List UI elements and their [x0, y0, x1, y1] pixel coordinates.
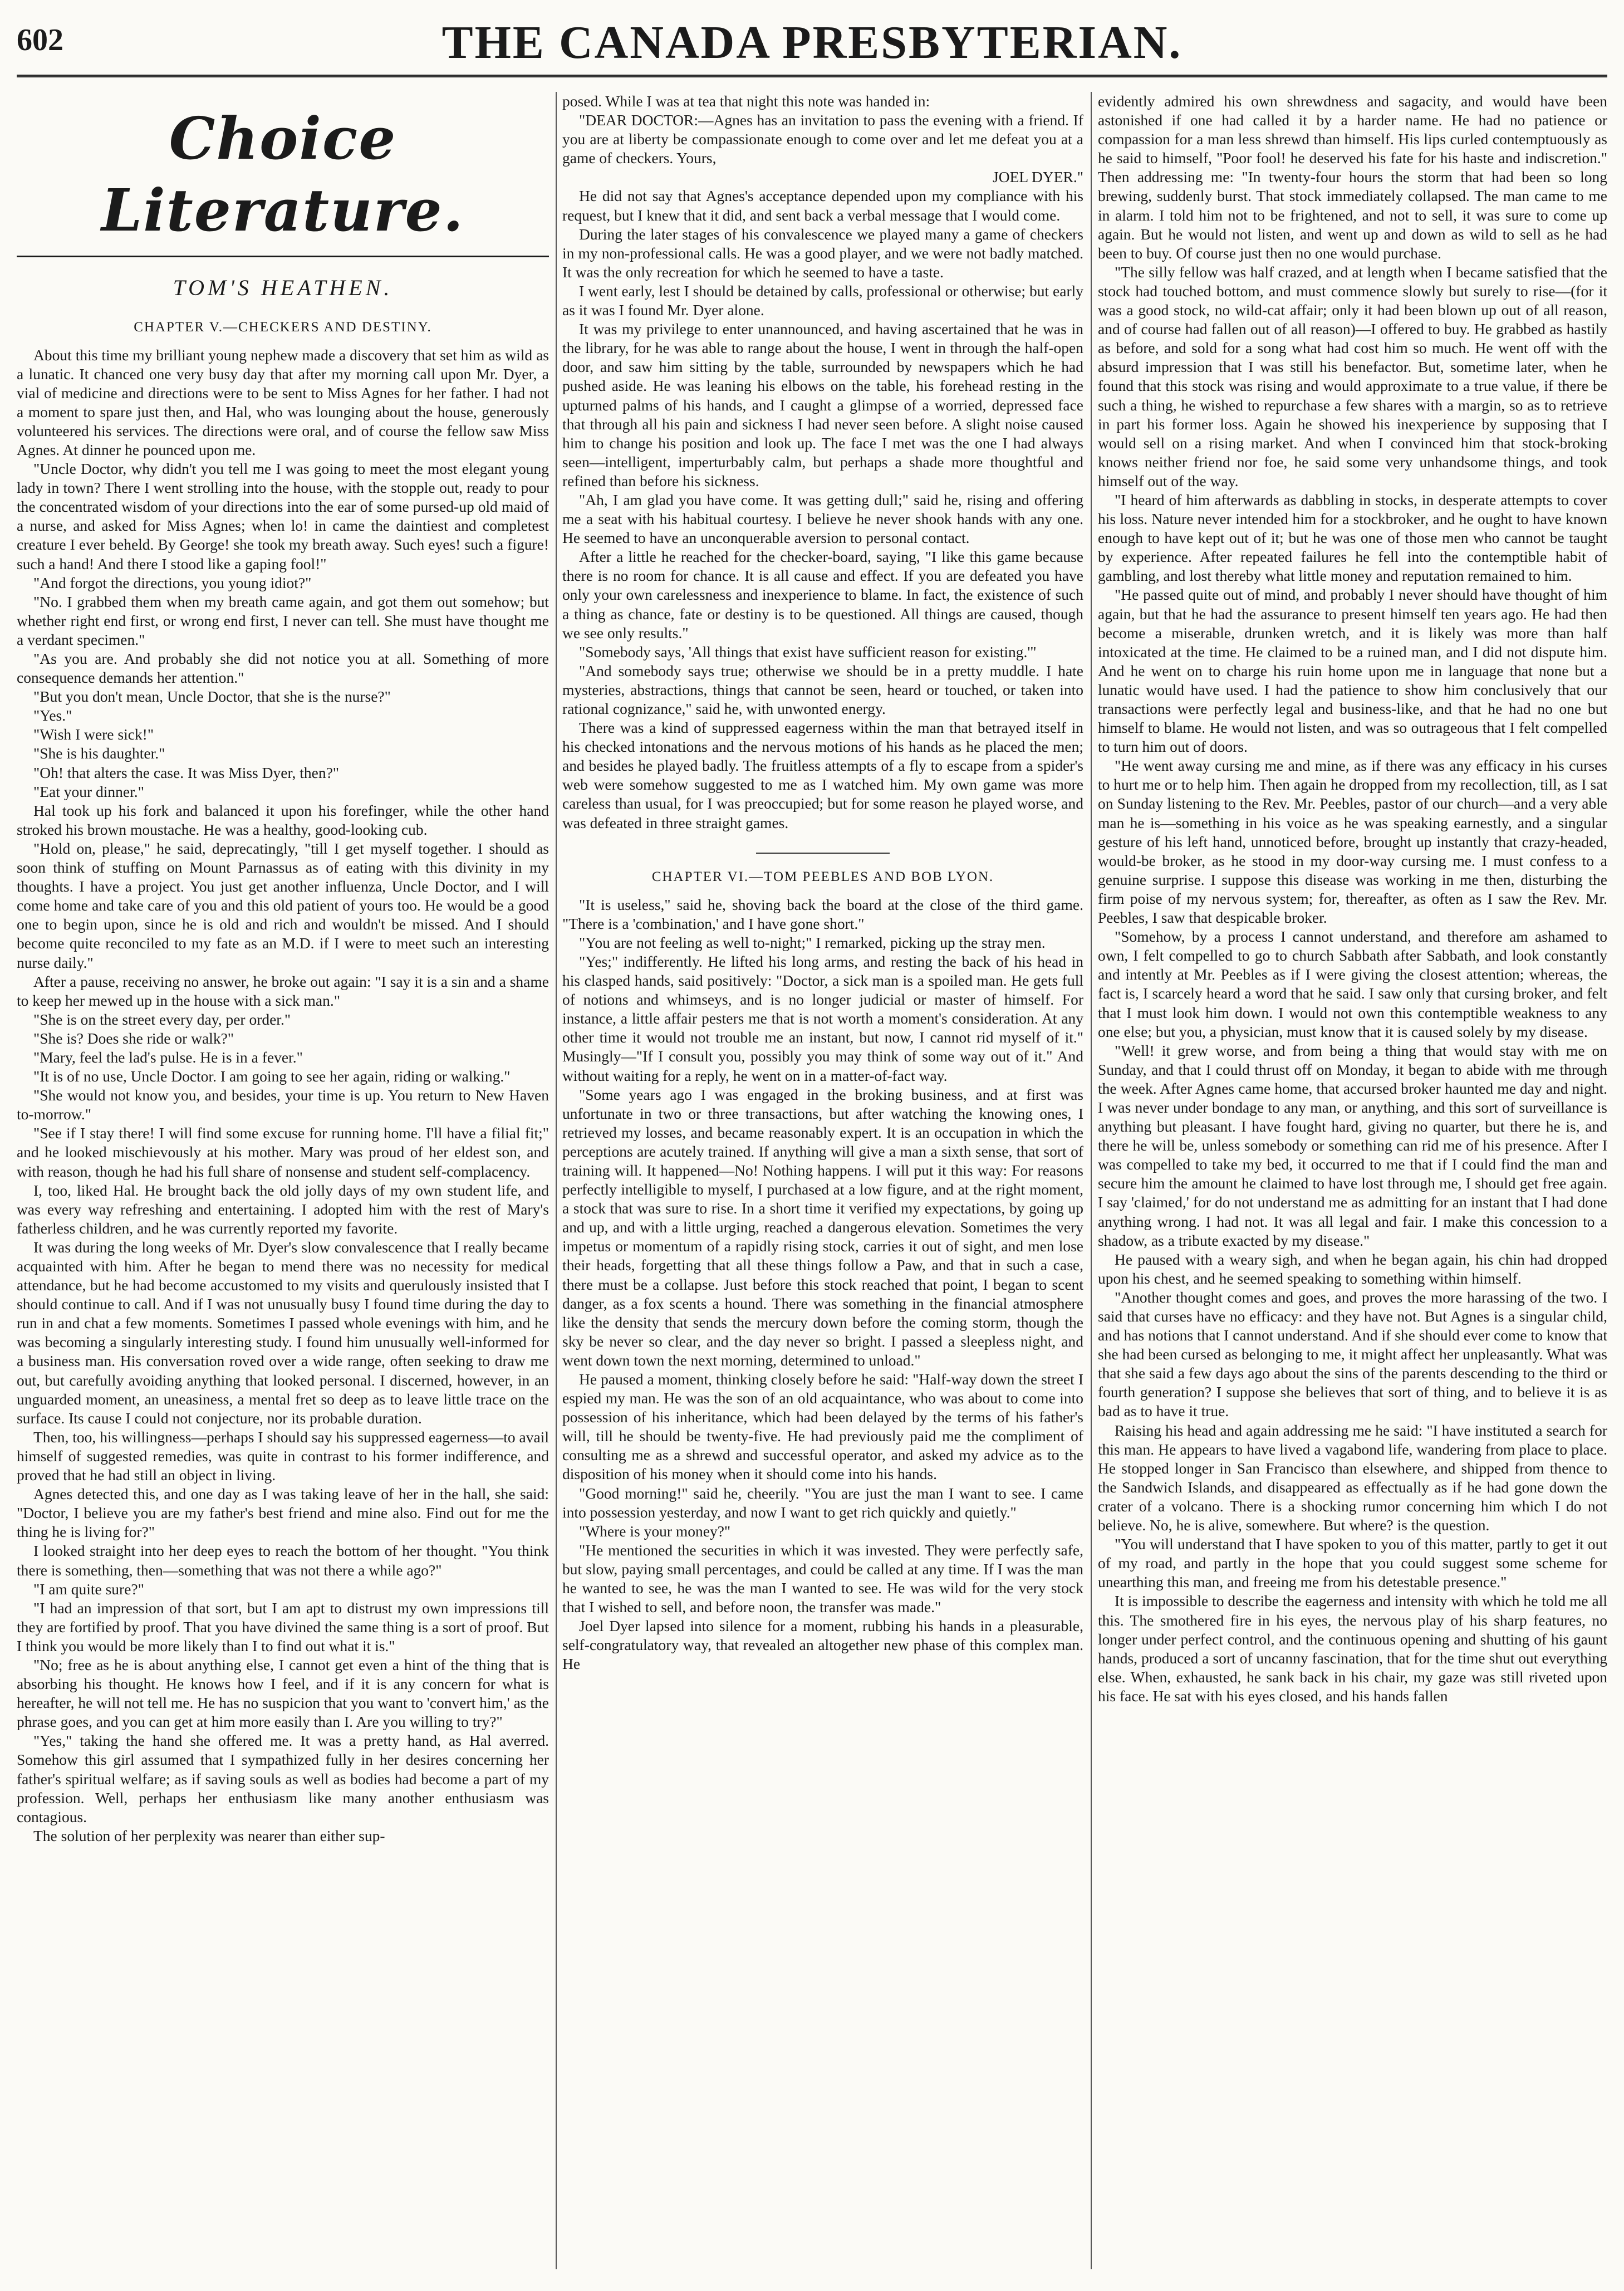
paragraph: evidently admired his own shrewdness and sagacity, and would have been astonished if one had called it by a harder name. He had no patience or compassion for a man less shrewd than himself. His lips curled contemptuously as he said to himself, "Poor fool! he deserved his fate for his haste and indiscretion." Then addressing me: "In twenty-four hours the storm that had been so long brewing, suddenly burst. That stock immediately collapsed. The man came to me in alarm. I told him not to be frightened, and not to sell, it was sure to come up again. But he would not listen, and went up and down as wild to sell as he had been to buy. Of course just then no one would purchase. — [1098, 92, 1607, 262]
paragraph: Then, too, his willingness—perhaps I should say his suppressed eagerness—to avail himself of suggested remedies, was quite in contrast to his former indifference, and proved that he had still an object in living. — [17, 1428, 549, 1484]
paragraph: "Somebody says, 'All things that exist have sufficient reason for existing.'" — [579, 643, 1037, 660]
paragraph: "She would not know you, and besides, your time is up. You return to New Haven to-morrow." — [17, 1086, 549, 1123]
paragraph: "Yes." — [33, 707, 72, 724]
paragraph: "It is of no use, Uncle Doctor. I am going to see her again, riding or walking." — [33, 1068, 511, 1085]
chapter-divider — [756, 853, 890, 854]
paragraph: "Where is your money?" — [579, 1522, 731, 1540]
paragraph: "As you are. And probably she did not notice you at all. Something of more consequence demands her attention." — [17, 650, 549, 687]
column-rule — [556, 92, 557, 2269]
chapter-body — [1098, 92, 1607, 1706]
paragraph: "Hold on, please," he said, deprecatingly, "till I get myself together. I should as soon think of stuffing on Mount Parnassus as of eating with this divinity in my thoughts. I have a project. You just get another influenza, Uncle Doctor, and I will come home and take care of you and this old patient of yours too. He would be a good one to begin upon, since he is old and rich and wouldn't be missed. And I should become quite reconciled to my fate as an M.D. if I were to meet such an interesting nurse daily." — [17, 839, 549, 971]
column-1 — [17, 92, 549, 2272]
paragraph: "It is useless," said he, shoving back the board at the close of the third game. "There is a 'combination,' and I have gone short." — [562, 895, 1083, 932]
paragraph: "Good morning!" said he, cheerily. "You are just the man I want to see. I came into possession yesterday, and now I want to get rich quickly and quietly." — [562, 1484, 1083, 1521]
paragraph: "She is his daughter." — [33, 745, 165, 762]
chapter-body — [562, 187, 1083, 832]
column-3 — [1098, 92, 1607, 2272]
paragraph: "But you don't mean, Uncle Doctor, that she is the nurse?" — [33, 688, 391, 706]
page-number: 602 — [17, 23, 63, 57]
paragraph: "You will understand that I have spoken to you of this matter, partly to get it out of my road, and partly in the hope that you could suggest some scheme for unearthing this man, and freeing me from his detestable presence." — [1098, 1535, 1607, 1591]
paragraph: "Ah, I am glad you have come. It was getting dull;" said he, rising and offering me a seat with his habitual courtesy. I believe he never shook hands with any one. He seemed to have an unconquerable aversion to personal contact. — [562, 491, 1083, 547]
chapter-body — [17, 346, 549, 1845]
paragraph: I, too, liked Hal. He brought back the old jolly days of my own student life, and was every way refreshing and entertaining. I adopted him with the rest of Mary's fatherless children, and he was currently reported my favorite. — [17, 1181, 549, 1237]
paragraph: There was a kind of suppressed eagerness within the man that betrayed itself in his checked intonations and the nervous motions of his hands as he placed the men; and besides he played badly. The fruitless attempts of a fly to escape from a spider's web were somehow suggested to me as I watched him. My own game was more careless than usual, for I was preoccupied; but for some reason he played worse, and was defeated in three straight games. — [562, 719, 1083, 831]
paragraph: "See if I stay there! I will find some excuse for running home. I'll have a filial fit;" and he looked mischievously at his mother. Mary was proud of her eldest son, and with reason, though he had his full share of nonsense and student self-complacency. — [17, 1124, 549, 1180]
paragraph: He did not say that Agnes's acceptance depended upon my compliance with his request, but I knew that it did, and sent back a verbal message that I would come. — [562, 187, 1083, 224]
paragraph: It was my privilege to enter unannounced, and having ascertained that he was in the library, for he was able to range about the house, I went in through the half-open door, and saw him sitting by the table, surrounded by newspapers which he had pushed aside. He was leaning his elbows on the table, his forehead resting in the upturned palms of his hands, and I caught a glimpse of a worried, depressed face that through all his pain and sickness I had never seen before. A slight noise caused him to change his position and look up. The face I met was the one I had always seen—intelligent, imperturbably calm, but perhaps a shade more thoughtful and refined than before his sickness. — [562, 320, 1083, 489]
chapter-body — [562, 895, 1083, 1674]
paragraph: He paused a moment, thinking closely before he said: "Half-way down the street I espied my man. He was the son of an old acquaintance, who was about to come into possession of his inheritance, which had been delayed by the terms of his father's will, till he should be twenty-five. He had previously paid me the compliment of consulting me as a shrewd and successful operator, and asked my advice as to the disposition of his money when it should come into his hands. — [562, 1370, 1083, 1483]
paragraph: After a pause, receiving no answer, he broke out again: "I say it is a sin and a shame to keep her mewed up in the house with a sick man." — [17, 972, 549, 1009]
paragraph: "Some years ago I was engaged in the broking business, and at first was unfortunate in two or three transactions, but after watching the knowing ones, I retrieved my losses, and became reasonably expert. It is an occupation in which the perceptions are acutely trained. If anything will give a man a sixth sense, that sort of training will. It happened—No! Nothing happens. I will put it this way: For reasons perfectly intelligible to myself, I purchased at a low figure, and at the right moment, a stock that was sure to rise. In a short time it verified my expectations, by going up and up, and with a little urging, reached a dangerous elevation. Sometimes the very impetus or momentum of a rapidly rising stock, carries it out of sight, and men lose their heads, forgetting that all these things follow a Paw, and that in such a case, there must be a collapse. Just before this stock reached that point, I began to scent danger, as a fox scents a hound. There was something in the financial atmosphere like the density that sends the mercury down before the coming storm, though the sky be never so clear, and the day never so bright. I passed a sleepless night, and went down town the next morning, determined to unload." — [562, 1085, 1083, 1369]
paragraph: "I had an impression of that sort, but I am apt to distrust my own impressions till they are fortified by proof. That you have divined the same thing is a sort of proof. But I think you would be more likely than I to find out what it is." — [17, 1599, 549, 1654]
chapter-body — [562, 92, 1083, 168]
story-title: TOM'S HEATHEN. — [173, 275, 393, 300]
paragraph: "I heard of him afterwards as dabbling in stocks, in desperate attempts to cover his loss. Nature never intended him for a stockbroker, and he ought to have known enough to have kept out of it; but he was one of those men who cannot be taught by experience. After repeated failures he fell into the contemptible habit of gambling, and lost thereby what little money and reputation remained to him. — [1098, 491, 1607, 585]
paragraph: "Oh! that alters the case. It was Miss Dyer, then?" — [33, 763, 340, 781]
paragraph: "Somehow, by a process I cannot understand, and therefore am ashamed to own, I felt compelled to go to church Sabbath after Sabbath, and look constantly and intently at Mr. Peebles as if I were giving the closest attention; whereas, the fact is, I scarcely heard a word that he said. I saw only that cursing broker, and felt that I must look him down. I would not own this contemptible weakness to any one else; but you, a physician, must know that it is caused solely by my disease. — [1098, 928, 1607, 1040]
paragraph: "Mary, feel the lad's pulse. He is in a fever." — [33, 1048, 303, 1066]
paragraph: After a little he reached for the checker-board, saying, "I like this game because there is no room for chance. It is all cause and effect. If you are defeated you have only your own carelessness and inexperience to blame. In fact, the existence of such a thing as chance, fate or destiny is to be questioned. All things are caused, though we see only results." — [562, 548, 1083, 642]
paragraph: "She is? Does she ride or walk?" — [33, 1029, 234, 1047]
paragraph: "He passed quite out of mind, and probably I never should have thought of him again, but that he had the assurance to present himself ten years ago. He had then become a miserable, drunken wretch, and it is likely was more than half intoxicated at the time. He claimed to be a ruined man, and I did not dispute him. And he went on to charge his ruin home upon me in language that none but a lunatic would have used. I had the patience to show him conclusively that our transactions were perfectly legal and business-like, and that he had no one but himself to blame. He would not listen, and was so outrageous that I felt compelled to turn him out of doors. — [1098, 586, 1607, 756]
paragraph: "She is on the street every day, per order." — [33, 1010, 291, 1028]
paragraph: I went early, lest I should be detained by calls, professional or otherwise; but early as it was I found Mr. Dyer alone. — [562, 282, 1083, 319]
paragraph: "Uncle Doctor, why didn't you tell me I was going to meet the most elegant young lady in town? There I went strolling into the house, with the stopple out, ready to pour the concentrated wisdom of your directions into the ear of some pursed-up old maid of a nurse, and asked for Miss Agnes; when lo! in came the daintiest and completest creature I ever beheld. By George! she took my breath away. Such eyes! such a figure! such a hand! And there I stood like a gaping fool!" — [17, 460, 549, 572]
paragraph: "He went away cursing me and mine, as if there was any efficacy in his curses to hurt me or to help him. Then again he dropped from my recollection, till, as I sat on Sunday listening to the Rev. Mr. Peebles, pastor of our church—and a very able man he is—something in his voice as he was speaking earnestly, and a singular gesture of his left hand, unnoticed before, brought up instantly that crazy-headed, would-be broker, as he stood in my door-way cursing me. I must confess to a genuine surprise. I suppose this disease was working in me then, disturbing the firm poise of my nervous system; for, thereafter, as often as I saw the Rev. Mr. Peebles, I saw that despicable broker. — [1098, 757, 1607, 927]
paragraph: "He mentioned the securities in which it was invested. They were perfectly safe, but slow, paying small percentages, and could be called at any time. If I was the man he wanted to see, he was the man I wanted to see. He was wild for the very stock that I wished to sell, and before noon, the transfer was made." — [562, 1541, 1083, 1616]
paragraph: I looked straight into her deep eyes to reach the bottom of her thought. "You think there is something, then—something that was not there a while ago?" — [17, 1542, 549, 1579]
paragraph: Raising his head and again addressing me he said: "I have instituted a search for this man. He appears to have lived a vagabond life, wandering from place to place. He stopped longer in San Francisco than elsewhere, and shipped from thence to the Sandwich Islands, and disappeared as effectually as if he had gone down the crater of a volcano. There is a shocking rumor concerning him which I do not believe. No, he is alive, somewhere. But where? is the question. — [1098, 1421, 1607, 1534]
journal-title: THE CANADA PRESBYTERIAN. — [441, 17, 1183, 68]
paragraph: "Eat your dinner." — [33, 782, 144, 800]
paragraph: Joel Dyer lapsed into silence for a moment, rubbing his hands in a pleasurable, self-congratulatory way, that revealed an altogether new phase of this complex man. He — [562, 1617, 1083, 1673]
paragraph: The solution of her perplexity was nearer than either sup- — [33, 1827, 385, 1844]
letter-signature: JOEL DYER." — [993, 168, 1083, 186]
paragraph: Hal took up his fork and balanced it upon his forefinger, while the other hand stroked his brown moustache. He was a healthy, good-looking cub. — [17, 801, 549, 838]
paragraph: "Well! it grew worse, and from being a thing that would stay with me on Sunday, and that I could thrust off on Monday, it began to abide with me through the week. After Agnes came home, that accursed broker haunted me day and night. I was never under bondage to any man, or anything, and this sort of surveillance is anything but pleasant. I have fought hard, giving no quarter, but there he is, and there he will be, unless somebody or something can rid me of his presence. After I was compelled to take my bed, it occurred to me that if I could find the man and secure him the amount he claimed to have lost through me, I should get free again. I say 'claimed,' for do not understand me as admitting for an instant that I had done anything wrong. I had not. It was all legal and fair. I make this concession to a shadow, as a tribute exacted by my disease." — [1098, 1041, 1607, 1249]
paragraph: During the later stages of his convalescence we played many a game of checkers in my non-professional calls. He was a good player, and we were not badly matched. It was the only recreation for which he seemed to have a taste. — [562, 225, 1083, 281]
paragraph: "Another thought comes and goes, and proves the more harassing of the two. I said that curses have no efficacy: and they have not. But Agnes is a singular child, and has notions that I cannot understand. And if she should ever come to know that she had been cursed as belonging to me, it might affect her unpleasantly. What was that she said a few days ago about the sins of the parents descending to the third or fourth generation? I suppose she believes that sort of thing, and to believe it is as bad as to have it true. — [1098, 1288, 1607, 1420]
column-rule — [1091, 92, 1092, 2269]
section-title: Choice Literature. — [17, 103, 549, 257]
paragraph: Agnes detected this, and one day as I was taking leave of her in the hall, she said: "Doctor, I believe you are my father's best friend and mine also. Find out for me the thing he is living for?" — [17, 1485, 549, 1541]
paragraph: "You are not feeling as well to-night;" I remarked, picking up the stray men. — [579, 933, 1046, 951]
paragraph: It was during the long weeks of Mr. Dyer's slow convalescence that I really became acquainted with him. After he began to mend there was no necessity for medical attendance, but he had become accustomed to my visits and querulously insisted that I should continue to call. And if I was not unusually busy I found time during the day to run in and chat a few moments. Sometimes I passed whole evenings with him, and he was becoming a singularly interesting study. I found him unusually well-informed for a business man. His conversation roved over a wide range, often seeking to draw me out, but carefully avoiding anything that looked personal. I discerned, however, in an unguarded moment, an uneasiness, a mental fret so deep as to leave little trace on the surface. Its cause I could not conjecture, nor its probable duration. — [17, 1238, 549, 1427]
paragraph: "DEAR DOCTOR:—Agnes has an invitation to pass the evening with a friend. If you are at liberty be compassionate enough to come over and let me defeat you at a game of checkers. Yours, — [562, 111, 1083, 167]
paragraph: "And forgot the directions, you young idiot?" — [33, 574, 312, 591]
paragraph: It is impossible to describe the eagerness and intensity with which he told me all this. The smothered fire in his eyes, the nervous play of his sharp features, no longer under perfect control, and the continuous opening and shutting of his gaunt hands, produced a sort of uncanny fascination, that for the time shut out everything else. When, exhausted, he sank back in his chair, my gaze was still riveted upon his face. He sat with his eyes closed, and his hands fallen — [1098, 1592, 1607, 1705]
column-2 — [562, 92, 1083, 2272]
paragraph: About this time my brilliant young nephew made a discovery that set him as wild as a lunatic. It chanced one very busy day that after my morning call upon Mr. Dyer, a vial of medicine and directions were to be sent to Miss Agnes for her father. I had not a moment to spare just then, and Hal, who was lounging about the house, generously volunteered his services. The directions were oral, and of course the fellow saw Miss Agnes. At dinner he pounced upon me. — [17, 346, 549, 458]
paragraph: "And somebody says true; otherwise we should be in a pretty muddle. I hate mysteries, abstractions, things that cannot be seen, heard or touched, or taken into rational cognizance," said he, with unwonted energy. — [562, 662, 1083, 717]
paragraph: He paused with a weary sigh, and when he began again, his chin had dropped upon his chest, and he seemed speaking to something within himself. — [1098, 1250, 1607, 1287]
chapter-heading: CHAPTER V.—CHECKERS AND DESTINY. — [134, 319, 432, 335]
masthead — [17, 10, 1607, 77]
paragraph: "The silly fellow was half crazed, and at length when I became satisfied that the stock had touched bottom, and must commence slowly but surely to rise—(for it was a good stock, no wild-cat affair; only it had been blown up out of all reason, and of course had fallen out of all reason)—I offered to buy. He grabbed as hastily as before, and sold for a song what had cost him so much. He went off with the absurd impression that I was still his benefactor. But, sometime later, when he found that this stock was rising and would approximate to a true value, if there be such a thing, he wished to repurchase a few shares with a margin, so as to retrieve in part his former loss. Again he showed his inexperience by supposing that I would sell on a rising market. And when I convinced him that stock-broking knows neither friend nor foe, he said some very unhandsome things, and took himself out of the way. — [1098, 263, 1607, 489]
paragraph: "Wish I were sick!" — [33, 726, 154, 743]
paragraph: posed. While I was at tea that night this note was handed in: — [562, 92, 930, 110]
paragraph: "Yes," taking the hand she offered me. It was a pretty hand, as Hal averred. Somehow this girl assumed that I sympathized fully in her desires concerning her father's spiritual welfare; as if saving souls as well as bodies had become a part of my profession. Well, perhaps her enthusiasm like many another enthusiasm was contagious. — [17, 1732, 549, 1825]
paragraph: "No; free as he is about anything else, I cannot get even a hint of the thing that is absorbing his thought. He knows how I feel, and if it is any concern for what is hereafter, he will not tell me. He has no suspicion that you want to 'convert him,' as the phrase goes, and you can get at him more easily than I. Are you willing to try?" — [17, 1656, 549, 1731]
paragraph: "I am quite sure?" — [33, 1580, 144, 1598]
paragraph: "Yes;" indifferently. He lifted his long arms, and resting the back of his head in his clasped hands, said positively: "Doctor, a sick man is a spoiled man. He gets full of notions and whimseys, and is no longer judicial or master of himself. For instance, a little affair pesters me that is not worth a moment's consideration. At any other time it would not trouble me an instant, but now, I cannot rid myself of it." Musingly—"If I consult you, possibly you may think of some way out of it." And without waiting for a reply, he went on in a matter-of-fact way. — [562, 952, 1083, 1084]
paragraph: "No. I grabbed them when my breath came again, and got them out somehow; but whether right end first, or wrong end first, I never can tell. She must have thought me a verdant specimen." — [17, 593, 549, 648]
chapter-heading: CHAPTER VI.—TOM PEEBLES AND BOB LYON. — [651, 869, 994, 884]
